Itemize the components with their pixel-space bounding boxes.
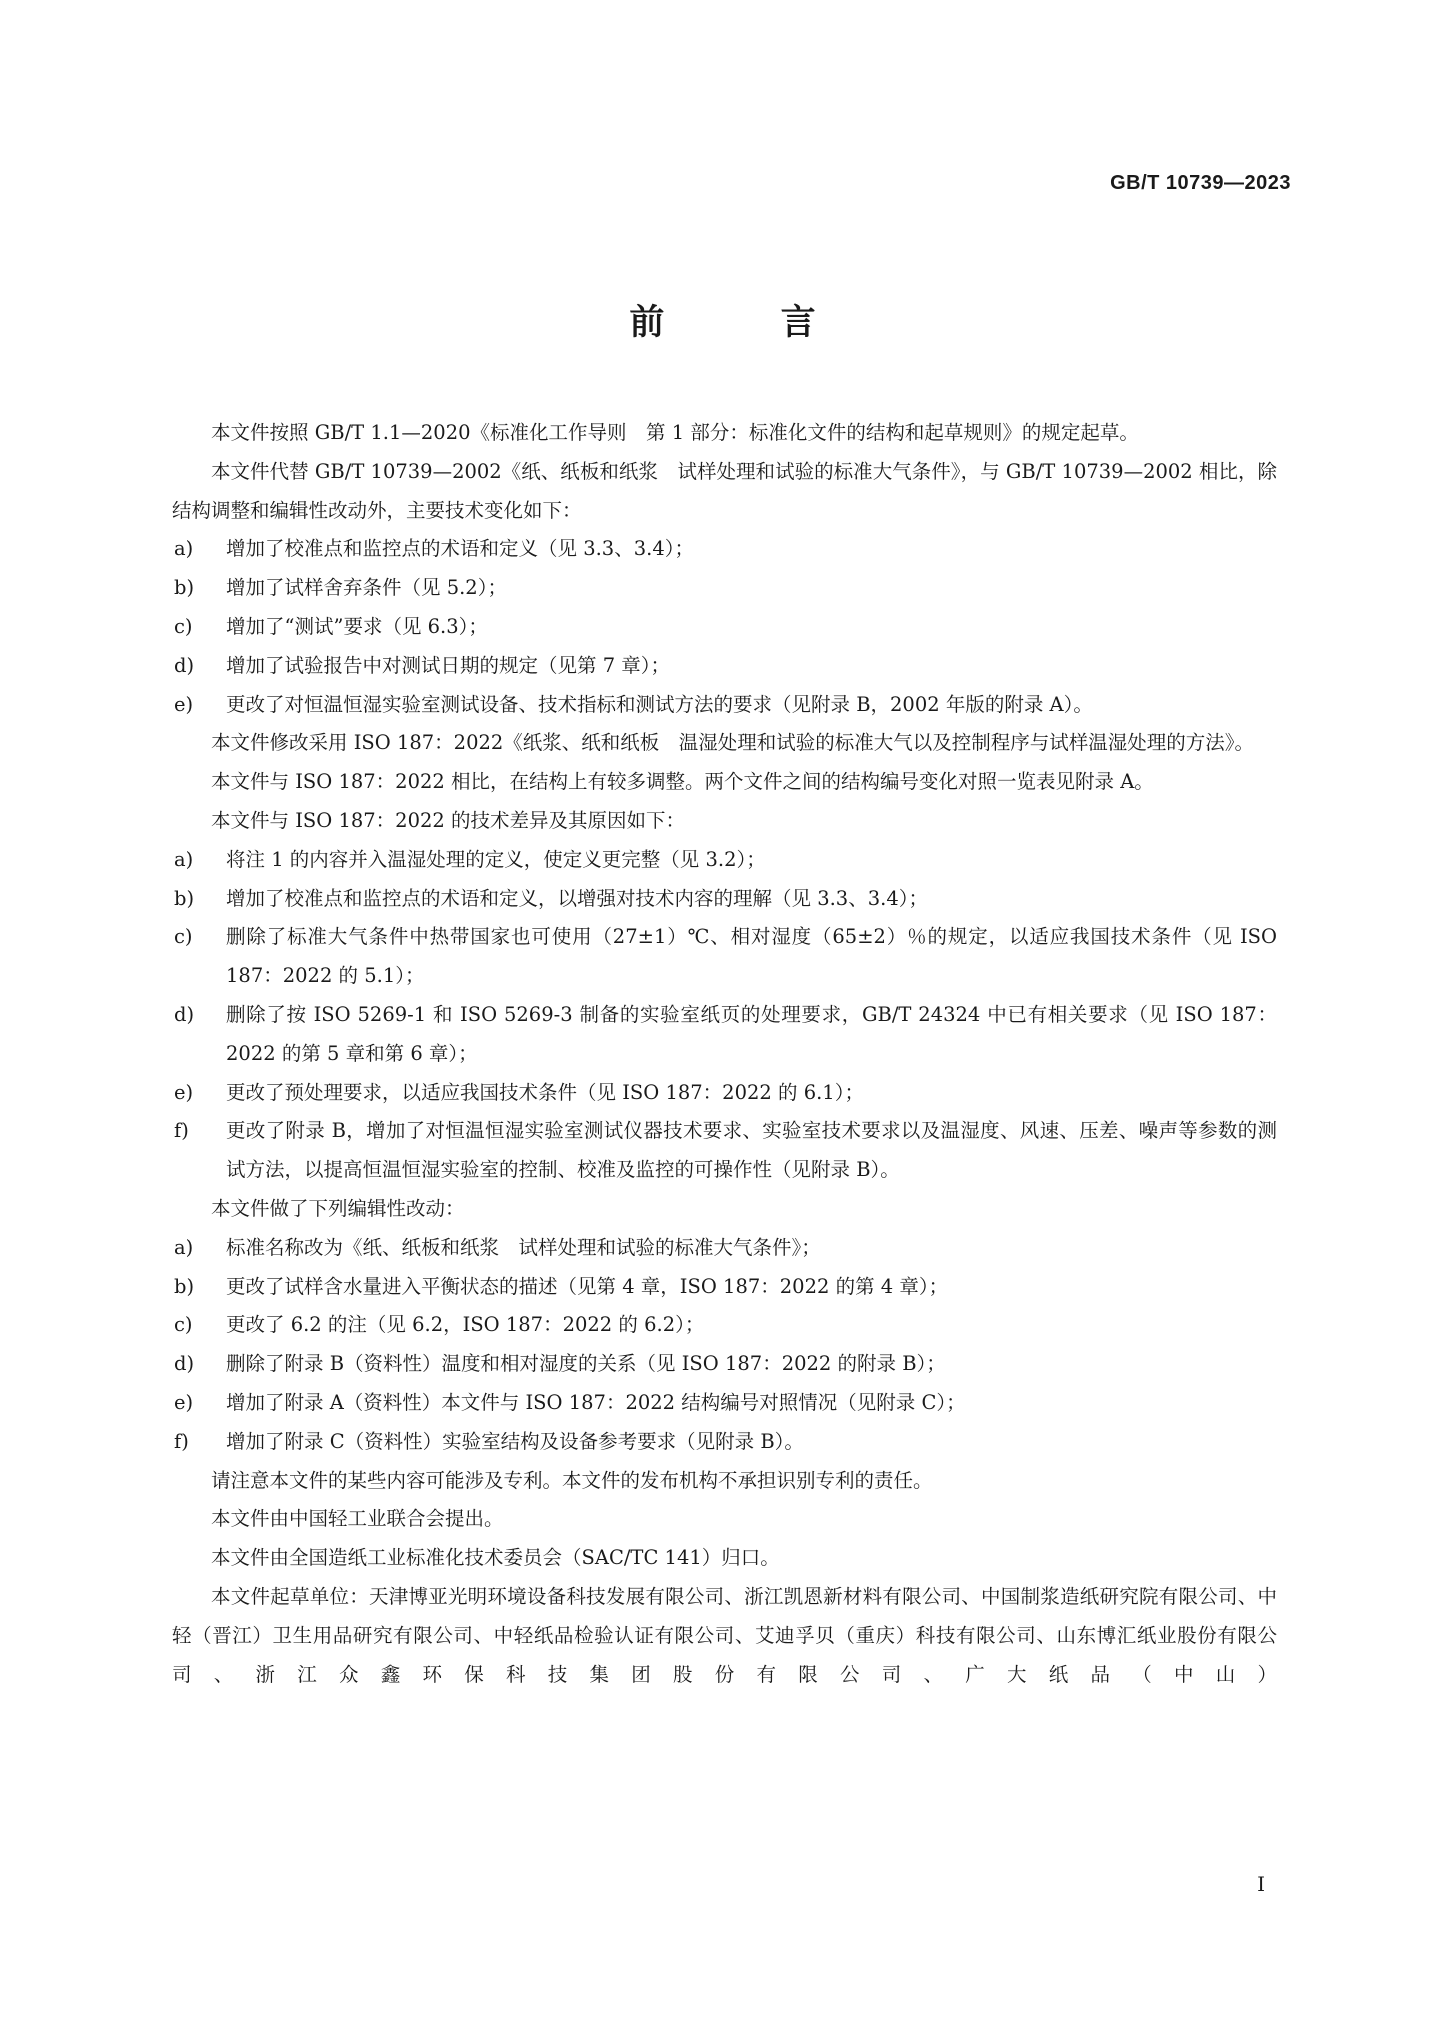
list-item: [172, 1074, 1277, 1113]
paragraph: 本文件做了下列编辑性改动：: [211, 1196, 465, 1220]
list-item-text: 增加了试样舍弃条件（见 5.2）；: [226, 576, 507, 600]
list-item-marker: d): [174, 1002, 195, 1026]
list-item-marker: b): [174, 886, 195, 910]
list-item-marker: d): [174, 1352, 195, 1376]
list-item: [172, 918, 1277, 996]
list-item-text: 更改了对恒温恒湿实验室测试设备、技术指标和测试方法的要求（见附录 B，2002 年版的附录 A）。: [226, 692, 1093, 716]
standard-code: GB/T 10739—2023: [1110, 172, 1291, 194]
list-item-marker: e): [174, 1080, 194, 1104]
list-item-text: 标准名称改为《纸、纸板和纸浆 试样处理和试验的标准大气条件》；: [226, 1235, 821, 1259]
list-item-marker: c): [174, 925, 193, 949]
list-item: [172, 996, 1277, 1074]
list-item-text: 删除了标准大气条件中热带国家也可使用（27±1）℃、相对湿度（65±2）％的规定，以适应我国技术条件（见 ISO 187：2022 的 5.1）；: [226, 925, 1277, 988]
list-item: [172, 1268, 1277, 1307]
paragraph: 本文件与 ISO 187：2022 相比，在结构上有较多调整。两个文件之间的结构编号变化对照一览表见附录 A。: [211, 770, 1154, 794]
list-item-marker: d): [174, 653, 195, 677]
list-item-text: 增加了“测试”要求（见 6.3）；: [226, 614, 488, 638]
list-item: [172, 1229, 1277, 1268]
list-item-text: 增加了校准点和监控点的术语和定义（见 3.3、3.4）；: [226, 537, 694, 561]
list-item-text: 删除了附录 B（资料性）温度和相对湿度的关系（见 ISO 187：2022 的附录 B）；: [226, 1352, 946, 1376]
paragraph: 本文件由全国造纸工业标准化技术委员会（SAC/TC 141）归口。: [211, 1546, 780, 1570]
list-item-text: 更改了附录 B，增加了对恒温恒湿实验室测试仪器技术要求、实验室技术要求以及温湿度、风速、压差、噪声等参数的测试方法，以提高恒温恒湿实验室的控制、校准及监控的可操作性（见附录 B）。: [226, 1119, 1277, 1182]
paragraph: 本文件按照 GB/T 1.1—2020《标准化工作导则 第 1 部分：标准化文件的结构和起草规则》的规定起草。: [211, 421, 1139, 444]
paragraph: 请注意本文件的某些内容可能涉及专利。本文件的发布机构不承担识别专利的责任。: [211, 1468, 933, 1492]
list-item-text: 增加了校准点和监控点的术语和定义，以增强对技术内容的理解（见 3.3、3.4）；: [226, 886, 928, 910]
document-body: [172, 414, 1277, 1694]
list-item-marker: a): [174, 1235, 194, 1259]
list-item-text: 增加了附录 C（资料性）实验室结构及设备参考要求（见附录 B）。: [226, 1429, 804, 1453]
list-item: [172, 647, 1277, 686]
list-item-marker: a): [174, 847, 194, 871]
paragraph: 本文件修改采用 ISO 187：2022《纸浆、纸和纸板 温湿处理和试验的标准大气以及控制程序与试样温湿处理的方法》。: [211, 731, 1255, 755]
list-item: [172, 1306, 1277, 1345]
list-item: [172, 1345, 1277, 1384]
list-item-marker: f): [174, 1429, 189, 1453]
list-item-text: 更改了试样含水量进入平衡状态的描述（见第 4 章，ISO 187：2022 的第 4 章）；: [226, 1274, 949, 1298]
list-item-marker: a): [174, 537, 194, 561]
list-item: [172, 880, 1277, 919]
list-item: [172, 841, 1277, 880]
list-item-marker: e): [174, 1390, 194, 1414]
list-item-text: 删除了按 ISO 5269-1 和 ISO 5269-3 制备的实验室纸页的处理要求，GB/T 24324 中已有相关要求（见 ISO 187：2022 的第 5 章和第 6 章）；: [226, 1002, 1277, 1065]
paragraph: 本文件起草单位：天津博亚光明环境设备科技发展有限公司、浙江凯恩新材料有限公司、中国制浆造纸研究院有限公司、中轻（晋江）卫生用品研究有限公司、中轻纸品检验认证有限公司、艾迪孚贝（重庆）科技有限公司、山东博汇纸业股份有限公司、浙江众鑫环保科技集团股份有限公司、广大纸品（中山）: [172, 1584, 1277, 1686]
list-item-text: 增加了附录 A（资料性）本文件与 ISO 187：2022 结构编号对照情况（见附录 C）；: [226, 1390, 966, 1414]
paragraph: 本文件由中国轻工业联合会提出。: [211, 1507, 504, 1531]
list-item-marker: f): [174, 1119, 189, 1143]
list-item: [172, 530, 1277, 569]
list-item-marker: b): [174, 576, 195, 600]
list-item: [172, 569, 1277, 608]
list-item: [172, 1423, 1277, 1462]
list-item-text: 增加了试验报告中对测试日期的规定（见第 7 章）；: [226, 653, 671, 677]
list-item: [172, 686, 1277, 725]
list-item-marker: c): [174, 1313, 193, 1337]
list-item-marker: c): [174, 614, 193, 638]
paragraph: 本文件代替 GB/T 10739—2002《纸、纸板和纸浆 试样处理和试验的标准大气条件》，与 GB/T 10739—2002 相比，除结构调整和编辑性改动外，主要技术变化如下：: [172, 459, 1277, 522]
list-item: [172, 1112, 1277, 1190]
list-item: [172, 1384, 1277, 1423]
list-item-text: 更改了 6.2 的注（见 6.2，ISO 187：2022 的 6.2）；: [226, 1313, 705, 1337]
list-item-text: 将注 1 的内容并入温湿处理的定义，使定义更完整（见 3.2）；: [226, 847, 766, 871]
list-item-marker: b): [174, 1274, 195, 1298]
paragraph: 本文件与 ISO 187：2022 的技术差异及其原因如下：: [211, 808, 685, 832]
list-item-text: 更改了预处理要求，以适应我国技术条件（见 ISO 187：2022 的 6.1）；: [226, 1080, 864, 1104]
list-item-marker: e): [174, 692, 194, 716]
page-number: I: [1257, 1872, 1265, 1896]
page-title: 前 言: [629, 303, 868, 343]
list-item: [172, 608, 1277, 647]
